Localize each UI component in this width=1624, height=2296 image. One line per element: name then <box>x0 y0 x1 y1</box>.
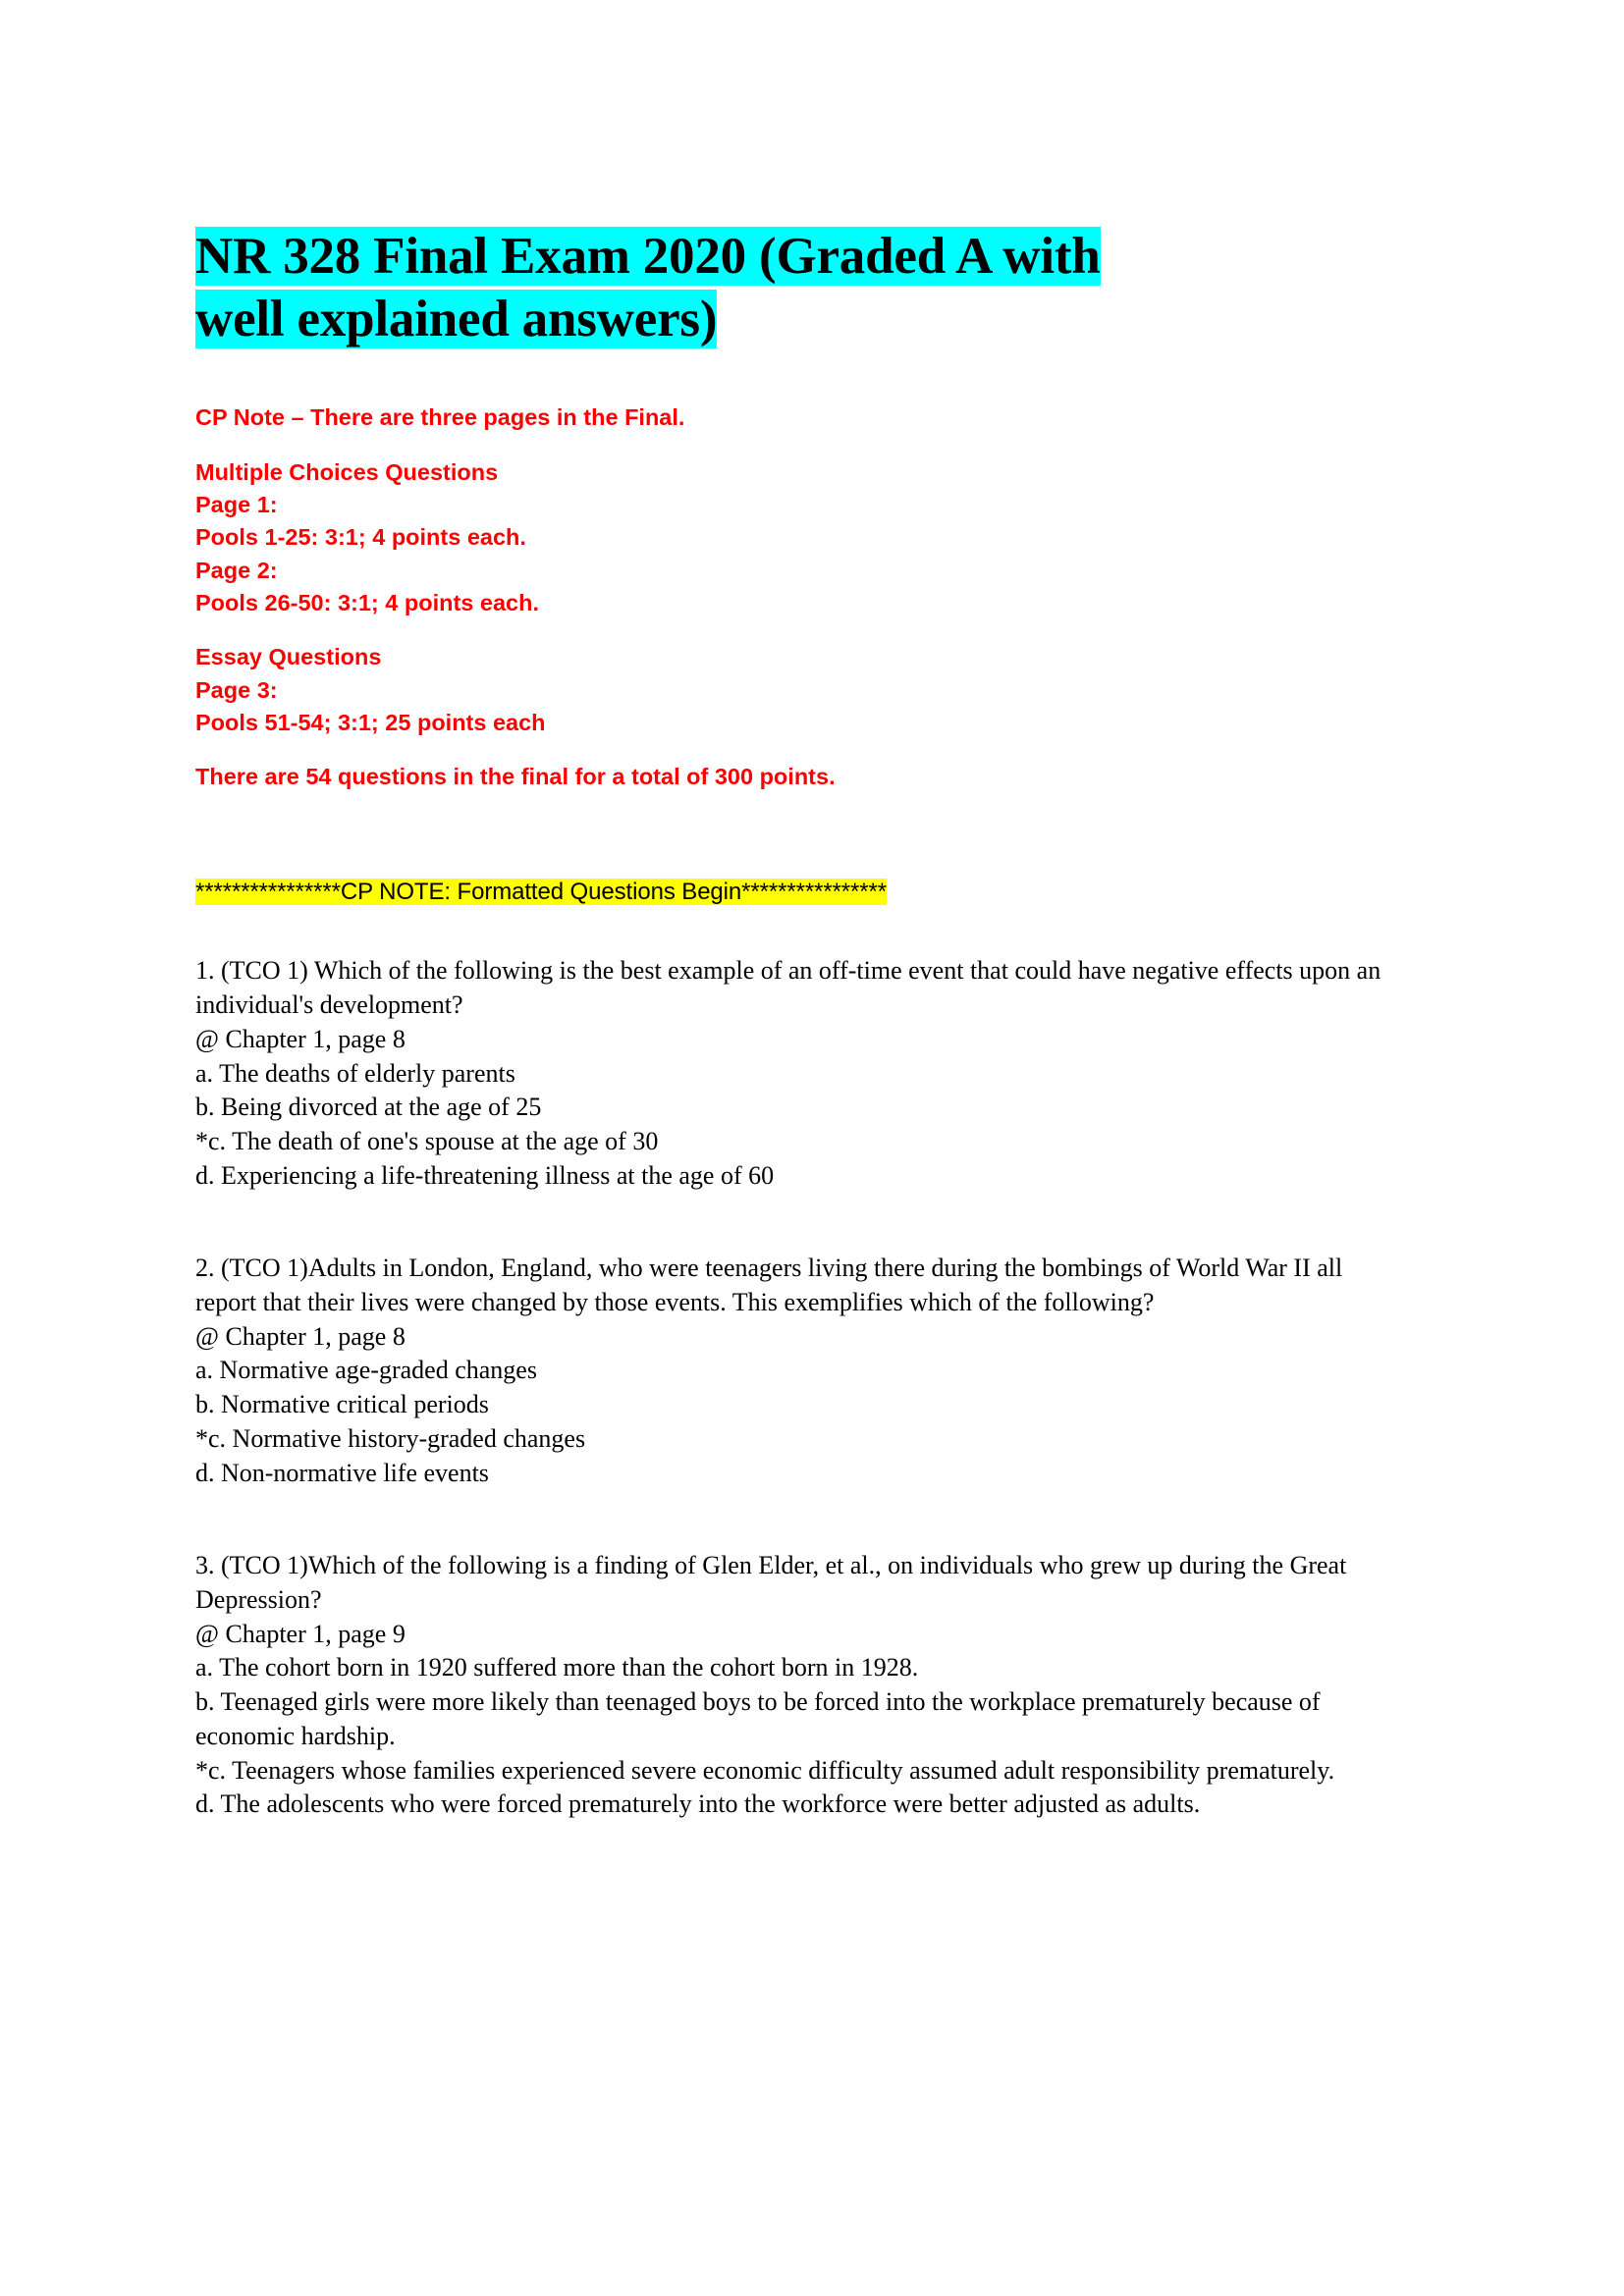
essay-questions-heading: Essay Questions <box>195 644 382 670</box>
page-title-line-1: NR 328 Final Exam 2020 (Graded A with <box>195 228 1101 285</box>
spacer <box>195 1193 1403 1252</box>
page-2-label: Page 2: <box>195 557 278 583</box>
question-option: *c. Teenagers whose families experienced severe economic difficulty assumed adult responsibility prematurely. <box>195 1755 1335 1785</box>
question-stem: 3. (TCO 1)Which of the following is a finding of Glen Elder, et al., on individuals who grew up during the Great Depression? <box>195 1551 1347 1614</box>
multiple-choice-heading: Multiple Choices Questions <box>195 458 499 485</box>
page-3-label: Page 3: <box>195 676 278 703</box>
question-option: a. Normative age-graded changes <box>195 1356 537 1385</box>
pools-26-50-line: Pools 26-50: 3:1; 4 points each. <box>195 589 539 615</box>
question-stem: 2. (TCO 1)Adults in London, England, who were teenagers living there during the bombings of World War II all report that their lives were changed by those events. This exemplifies which of the following? <box>195 1254 1343 1317</box>
question-block <box>195 1549 1403 1822</box>
spacer <box>195 350 1403 401</box>
question-option: d. Experiencing a life-threatening illness at the age of 60 <box>195 1160 775 1190</box>
page-title <box>195 226 1403 350</box>
document-content <box>195 226 1403 1822</box>
pools-51-54-line: Pools 51-54; 3:1; 25 points each <box>195 710 546 736</box>
question-option: a. The deaths of elderly parents <box>195 1058 515 1088</box>
question-reference: @ Chapter 1, page 8 <box>195 1024 406 1053</box>
cp-note-banner-text: ****************CP NOTE: Formatted Questions Begin**************** <box>195 878 888 905</box>
question-option: b. Teenaged girls were more likely than teenaged boys to be forced into the workplace prematurely because of economic hardship. <box>195 1687 1321 1750</box>
cp-note-block <box>195 401 1403 794</box>
question-block <box>195 1252 1403 1490</box>
spacer <box>195 907 1403 954</box>
pools-1-25-line: Pools 1-25: 3:1; 4 points each. <box>195 524 526 551</box>
question-option: d. Non-normative life events <box>195 1458 489 1487</box>
page-title-line-2: well explained answers) <box>195 290 718 347</box>
question-option: b. Normative critical periods <box>195 1390 489 1419</box>
question-option: *c. Normative history-graded changes <box>195 1423 586 1453</box>
spacer <box>195 739 1403 761</box>
spacer <box>195 1490 1403 1549</box>
question-option: a. The cohort born in 1920 suffered more than the cohort born in 1928. <box>195 1653 919 1682</box>
cp-note-banner <box>195 877 1403 908</box>
spacer <box>195 619 1403 641</box>
total-points-line: There are 54 questions in the final for a total of 300 points. <box>195 764 836 790</box>
page-1-label: Page 1: <box>195 491 278 517</box>
cp-note-line: CP Note – There are three pages in the Final. <box>195 404 685 431</box>
question-option: b. Being divorced at the age of 25 <box>195 1093 542 1122</box>
question-reference: @ Chapter 1, page 8 <box>195 1321 406 1351</box>
question-block <box>195 954 1403 1193</box>
question-reference: @ Chapter 1, page 9 <box>195 1619 406 1648</box>
question-option: d. The adolescents who were forced prematurely into the workforce were better adjusted as adults. <box>195 1789 1201 1819</box>
spacer <box>195 794 1403 877</box>
question-option: *c. The death of one's spouse at the age of 30 <box>195 1126 659 1155</box>
spacer <box>195 435 1403 456</box>
question-stem: 1. (TCO 1) Which of the following is the best example of an off-time event that could have negative effects upon an individual's development? <box>195 956 1381 1020</box>
